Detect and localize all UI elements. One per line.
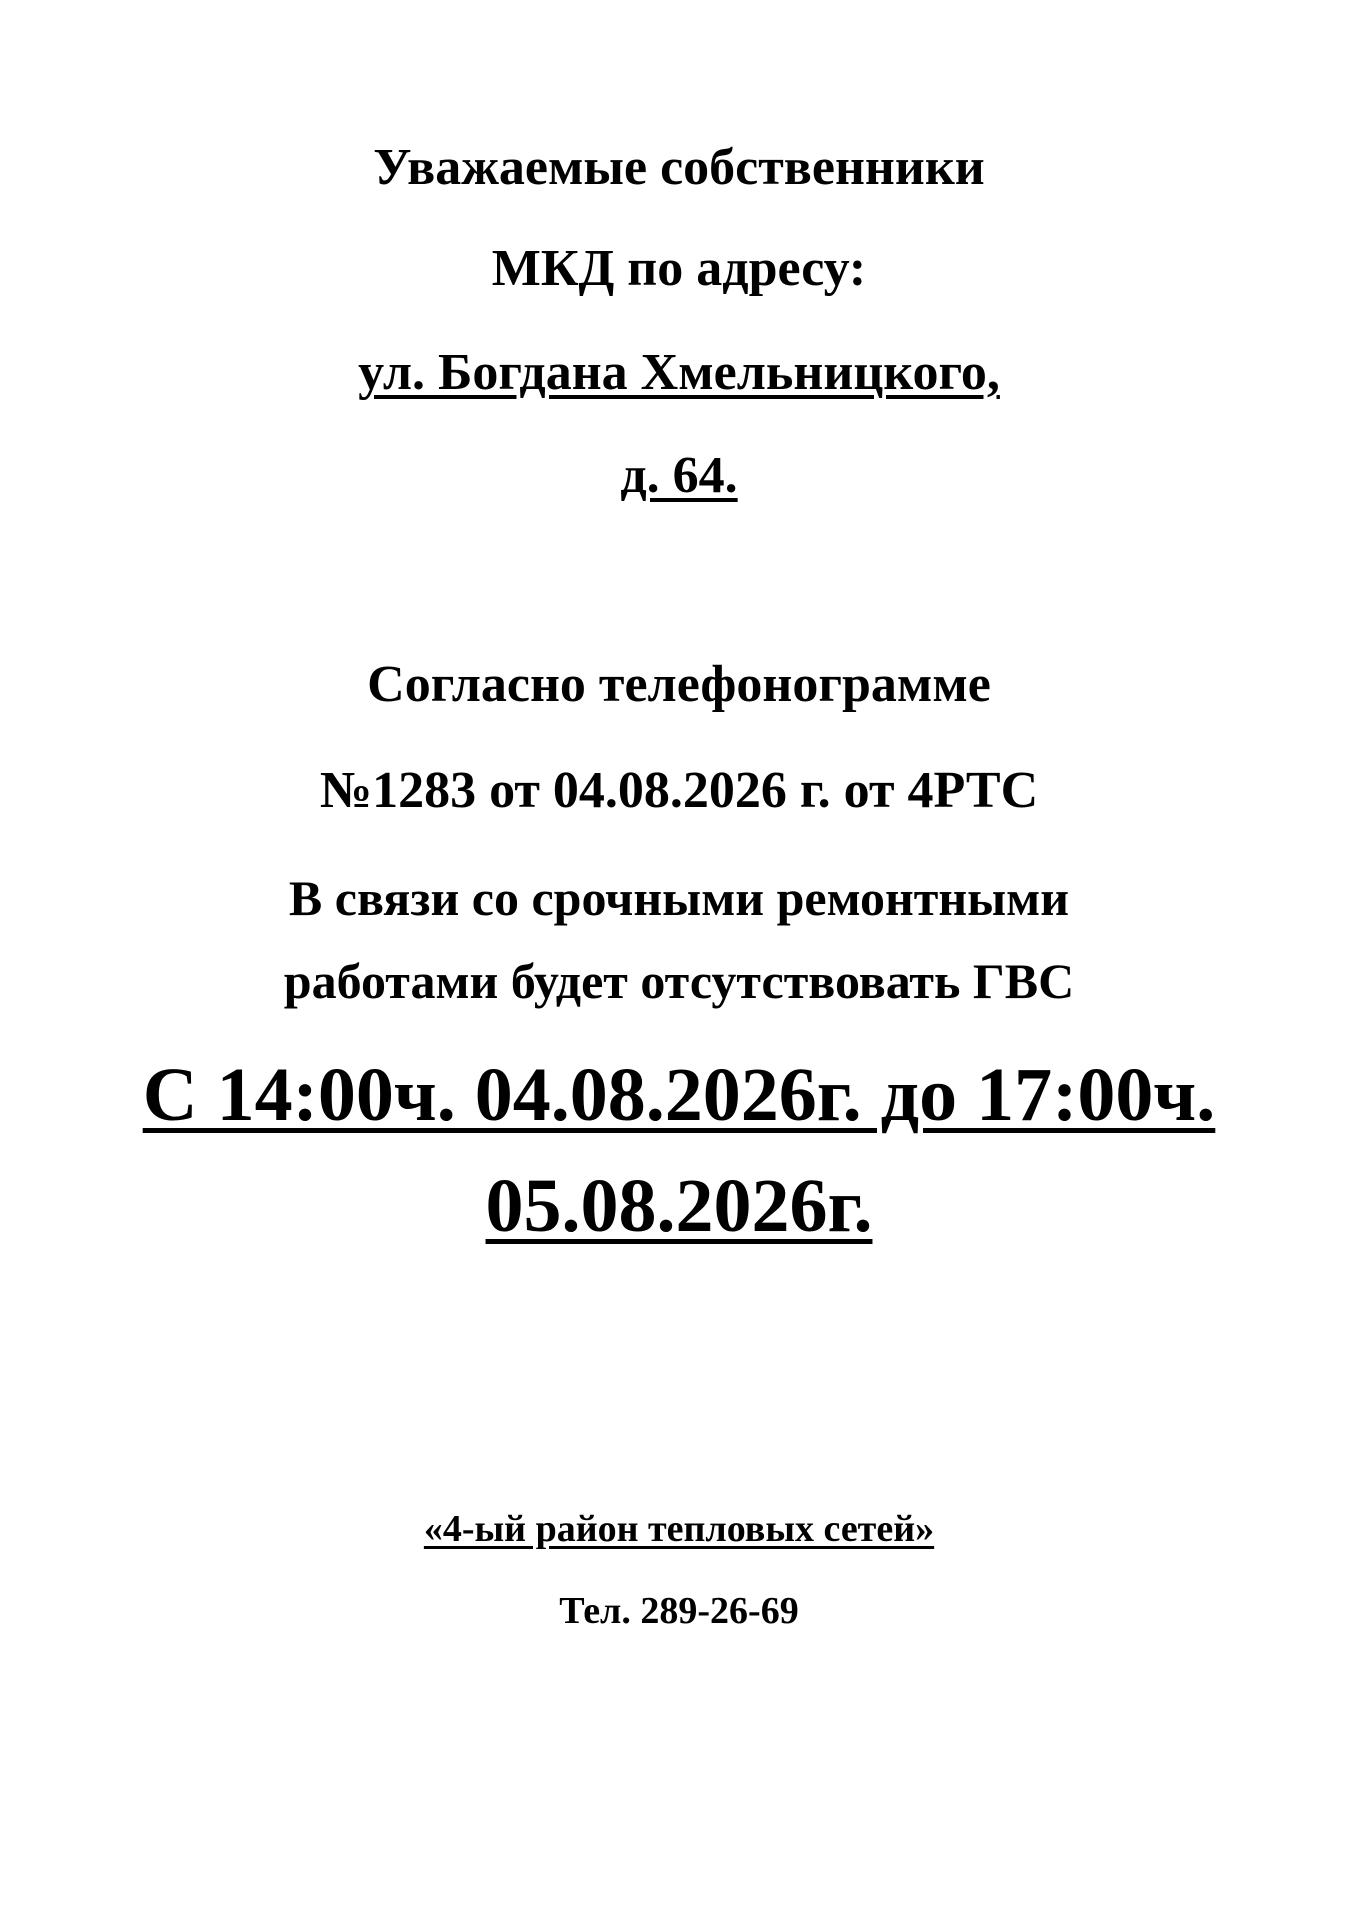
period-line-1 [0,1053,1358,1137]
period-line-2-text: 05.08.2026г. [485,1164,873,1248]
notice-line-4: работами будет отсутствовать ГВС [283,953,1075,1009]
greeting-line-1: Уважаемые собственники [373,139,985,196]
period-line-2 [0,1164,1358,1248]
notice-line-1: Согласно телефонограмме [367,656,991,713]
address-street-text: ул. Богдана Хмельницкого, [358,344,1000,401]
notice-line-2: №1283 от 04.08.2026 г. от 4РТС [319,762,1039,819]
organization-name-text: «4-ый район тепловых сетей» [423,1508,935,1550]
address-house-text: д. 64. [620,447,738,504]
address-house [0,447,1358,504]
period-line-1-text: С 14:00ч. 04.08.2026г. до 17:00ч. [142,1053,1216,1137]
greeting-line-2: МКД по адресу: [491,240,867,297]
phone-number: Тел. 289-26-69 [559,1590,799,1632]
organization-name [0,1510,1358,1548]
address-street [0,344,1358,401]
notice-line-3: В связи со срочными ремонтными [288,870,1070,926]
